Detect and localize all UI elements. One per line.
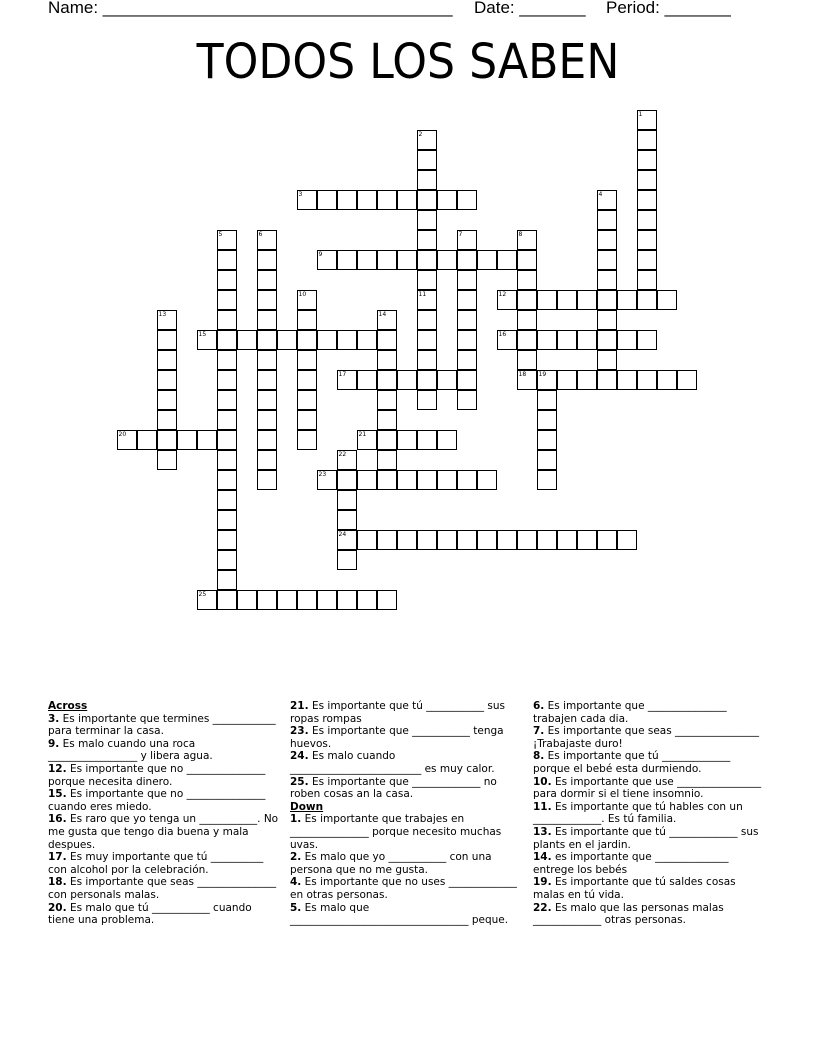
grid-cell[interactable] — [297, 370, 317, 390]
grid-cell[interactable] — [377, 330, 397, 350]
clue-number-label: 9. — [48, 737, 60, 750]
grid-cell[interactable] — [157, 390, 177, 410]
clue-number-label: 1. — [290, 813, 302, 826]
grid-cell[interactable] — [417, 330, 437, 350]
grid-cell[interactable] — [257, 430, 277, 450]
clue-number: 16 — [498, 330, 507, 338]
across-clue — [290, 750, 526, 775]
grid-cell[interactable] — [617, 330, 637, 350]
grid-cell[interactable] — [457, 310, 477, 330]
clue-number: 13 — [158, 310, 167, 318]
grid-cell[interactable] — [337, 510, 357, 530]
clue-number-label: 5. — [290, 901, 302, 914]
grid-cell[interactable] — [377, 350, 397, 370]
grid-cell[interactable] — [577, 530, 597, 550]
grid-cell[interactable] — [417, 230, 437, 250]
grid-cell[interactable] — [157, 350, 177, 370]
grid-cell[interactable] — [237, 590, 257, 610]
down-heading: Down — [290, 800, 324, 813]
grid-cell[interactable] — [217, 310, 237, 330]
grid-cell[interactable] — [217, 390, 237, 410]
clue-number: 1 — [638, 110, 643, 118]
grid-cell[interactable] — [557, 530, 577, 550]
grid-cell[interactable] — [257, 590, 277, 610]
grid-cell[interactable] — [377, 470, 397, 490]
grid-cell[interactable] — [217, 430, 237, 450]
clue-number: 3 — [298, 190, 303, 198]
clue-text: Es importante que tú ___________ sus ropas rompas — [290, 700, 505, 725]
down-clue — [533, 851, 765, 876]
grid-cell[interactable] — [657, 370, 677, 390]
grid-cell[interactable] — [457, 390, 477, 410]
grid-cell[interactable] — [337, 190, 357, 210]
clue-number: 8 — [518, 230, 523, 238]
clue-number-label: 24. — [290, 750, 309, 763]
clue-number: 21 — [358, 430, 367, 438]
grid-cell[interactable] — [397, 530, 417, 550]
grid-cell[interactable] — [677, 370, 697, 390]
grid-cell[interactable] — [417, 430, 437, 450]
grid-cell[interactable] — [337, 470, 357, 490]
clue-number-label: 17. — [48, 851, 67, 864]
grid-cell[interactable] — [637, 170, 657, 190]
grid-cell[interactable] — [217, 470, 237, 490]
clue-number: 6 — [258, 230, 263, 238]
grid-cell[interactable] — [317, 590, 337, 610]
grid-cell[interactable] — [257, 310, 277, 330]
grid-cell[interactable] — [597, 270, 617, 290]
clue-text: Es importante que use ________________ para dormir si el tiene insomnio. — [533, 775, 762, 801]
clue-number: 18 — [518, 370, 527, 378]
clue-text: Es importante que tú _____________ sus plants en el jardin. — [533, 825, 759, 851]
grid-cell[interactable] — [657, 290, 677, 310]
grid-cell[interactable] — [557, 290, 577, 310]
grid-cell[interactable] — [517, 530, 537, 550]
clue-number-label: 8. — [533, 750, 545, 763]
grid-cell[interactable] — [397, 250, 417, 270]
down-clue — [533, 826, 765, 851]
grid-cell[interactable] — [517, 290, 537, 310]
grid-cell[interactable] — [457, 290, 477, 310]
clue-number: 2 — [418, 130, 423, 138]
grid-cell[interactable] — [277, 590, 297, 610]
grid-cell[interactable] — [257, 330, 277, 350]
grid-cell[interactable] — [557, 370, 577, 390]
grid-cell[interactable] — [417, 350, 437, 370]
clue-number-label: 18. — [48, 876, 67, 889]
down-clue — [290, 876, 526, 901]
clue-number: 22 — [338, 450, 347, 458]
grid-cell[interactable] — [357, 250, 377, 270]
clue-text: Es importante que seas _______________ con personals malas. — [48, 876, 277, 901]
down-clue — [533, 750, 765, 775]
grid-cell[interactable] — [217, 370, 237, 390]
across-clue — [48, 902, 280, 927]
grid-cell[interactable] — [217, 450, 237, 470]
date-field-label: Date: _______ — [474, 0, 586, 17]
grid-cell[interactable] — [417, 250, 437, 270]
grid-cell[interactable] — [457, 370, 477, 390]
grid-cell[interactable] — [377, 530, 397, 550]
grid-cell[interactable] — [377, 390, 397, 410]
grid-cell[interactable] — [337, 490, 357, 510]
across-clue — [48, 788, 280, 813]
clue-number-label: 14. — [533, 851, 552, 864]
grid-cell[interactable] — [417, 210, 437, 230]
grid-cell[interactable] — [597, 290, 617, 310]
down-clue — [533, 902, 765, 927]
grid-cell[interactable] — [477, 250, 497, 270]
grid-cell[interactable] — [577, 330, 597, 350]
grid-cell[interactable] — [257, 350, 277, 370]
clue-number: 24 — [338, 530, 347, 538]
across-heading: Across — [48, 700, 88, 712]
clue-text: Es importante que ___________ tenga huevos. — [290, 725, 504, 750]
grid-cell[interactable] — [257, 270, 277, 290]
grid-cell[interactable] — [217, 570, 237, 590]
grid-cell[interactable] — [217, 350, 237, 370]
grid-cell[interactable] — [377, 590, 397, 610]
down-clue — [533, 801, 765, 826]
period-field-label: Period: _______ — [606, 0, 731, 17]
grid-cell[interactable] — [257, 450, 277, 470]
grid-cell[interactable] — [457, 190, 477, 210]
grid-cell[interactable] — [297, 350, 317, 370]
clues-column-3 — [533, 700, 765, 927]
clue-number-label: 25. — [290, 775, 309, 788]
grid-cell[interactable] — [217, 510, 237, 530]
grid-cell[interactable] — [377, 190, 397, 210]
clue-text: Es importante que tú saldes cosas malas en tú vida. — [533, 876, 736, 901]
down-clue — [290, 851, 526, 876]
grid-cell[interactable] — [517, 250, 537, 270]
grid-cell[interactable] — [437, 530, 457, 550]
grid-cell[interactable] — [637, 230, 657, 250]
grid-cell[interactable] — [517, 270, 537, 290]
grid-cell[interactable] — [537, 430, 557, 450]
grid-cell[interactable] — [257, 390, 277, 410]
grid-cell[interactable] — [437, 370, 457, 390]
grid-cell[interactable] — [217, 290, 237, 310]
clue-number-label: 6. — [533, 700, 545, 712]
clue-number-label: 11. — [533, 800, 552, 813]
grid-cell[interactable] — [357, 330, 377, 350]
across-clue — [48, 738, 280, 763]
grid-cell[interactable] — [217, 530, 237, 550]
clue-text: Es importante que termines ____________ para terminar la casa. — [48, 712, 276, 738]
grid-cell[interactable] — [617, 530, 637, 550]
grid-cell[interactable] — [357, 590, 377, 610]
grid-cell[interactable] — [637, 190, 657, 210]
grid-cell[interactable] — [517, 350, 537, 370]
page-title: TODOS LOS SABEN — [196, 34, 620, 90]
grid-cell[interactable] — [397, 470, 417, 490]
grid-cell[interactable] — [617, 290, 637, 310]
grid-cell[interactable] — [237, 330, 257, 350]
clue-text: Es importante que tú _____________ porque el bebé esta durmiendo. — [533, 750, 731, 775]
grid-cell[interactable] — [537, 410, 557, 430]
clue-text: Es malo que __________________________________ peque. — [290, 901, 509, 927]
clue-number: 11 — [418, 290, 427, 298]
grid-cell[interactable] — [257, 370, 277, 390]
clue-number-label: 12. — [48, 762, 67, 775]
across-clue — [48, 713, 280, 738]
grid-cell[interactable] — [417, 530, 437, 550]
grid-cell[interactable] — [337, 590, 357, 610]
clue-number-label: 2. — [290, 851, 302, 864]
grid-cell[interactable] — [517, 310, 537, 330]
grid-cell[interactable] — [417, 270, 437, 290]
grid-cell[interactable] — [217, 590, 237, 610]
clue-text: Es importante que no uses _____________ en otras personas. — [290, 876, 517, 901]
clue-text: Es importante que seas ________________ ¡Trabajaste duro! — [533, 725, 760, 750]
clue-number-label: 21. — [290, 700, 309, 712]
clues-column-2 — [290, 700, 526, 927]
clue-number-label: 23. — [290, 725, 309, 738]
grid-cell[interactable] — [597, 250, 617, 270]
clue-number: 20 — [118, 430, 127, 438]
grid-cell[interactable] — [217, 250, 237, 270]
grid-cell[interactable] — [137, 430, 157, 450]
clue-text: Es malo que yo ___________ con una persona que no me gusta. — [290, 851, 492, 876]
down-clue — [533, 700, 765, 725]
grid-cell[interactable] — [297, 390, 317, 410]
clue-text: Es muy importante que tú __________ con alcohol por la celebración. — [48, 851, 264, 876]
grid-cell[interactable] — [257, 290, 277, 310]
grid-cell[interactable] — [257, 470, 277, 490]
grid-cell[interactable] — [597, 370, 617, 390]
grid-cell[interactable] — [417, 470, 437, 490]
grid-cell[interactable] — [157, 450, 177, 470]
grid-cell[interactable] — [437, 470, 457, 490]
clue-number: 14 — [378, 310, 387, 318]
grid-cell[interactable] — [317, 190, 337, 210]
grid-cell[interactable] — [597, 530, 617, 550]
grid-cell[interactable] — [297, 410, 317, 430]
clue-number: 10 — [298, 290, 307, 298]
grid-cell[interactable] — [417, 190, 437, 210]
grid-cell[interactable] — [417, 170, 437, 190]
grid-cell[interactable] — [357, 370, 377, 390]
clue-text: Es malo que tú ___________ cuando tiene una problema. — [48, 901, 252, 927]
grid-cell[interactable] — [597, 310, 617, 330]
grid-cell[interactable] — [357, 530, 377, 550]
grid-cell[interactable] — [257, 250, 277, 270]
clue-number: 19 — [538, 370, 547, 378]
clue-number: 4 — [598, 190, 603, 198]
grid-cell[interactable] — [497, 250, 517, 270]
grid-cell[interactable] — [397, 370, 417, 390]
grid-cell[interactable] — [157, 330, 177, 350]
grid-cell[interactable] — [377, 370, 397, 390]
grid-cell[interactable] — [217, 410, 237, 430]
grid-cell[interactable] — [317, 330, 337, 350]
grid-cell[interactable] — [577, 290, 597, 310]
grid-cell[interactable] — [457, 330, 477, 350]
clue-text: es importante que ______________ entrege los bebés — [533, 851, 729, 876]
clue-number: 7 — [458, 230, 463, 238]
grid-cell[interactable] — [177, 430, 197, 450]
clue-number-label: 10. — [533, 775, 552, 788]
grid-cell[interactable] — [357, 190, 377, 210]
grid-cell[interactable] — [217, 490, 237, 510]
clues-column-1 — [48, 700, 280, 927]
grid-cell[interactable] — [497, 530, 517, 550]
grid-cell[interactable] — [277, 330, 297, 350]
grid-cell[interactable] — [577, 370, 597, 390]
grid-cell[interactable] — [337, 330, 357, 350]
grid-cell[interactable] — [617, 370, 637, 390]
across-clue — [290, 725, 526, 750]
grid-cell[interactable] — [377, 410, 397, 430]
grid-cell[interactable] — [377, 430, 397, 450]
clue-text: Es importante que no _______________ cuando eres miedo. — [48, 788, 266, 813]
clue-text: Es importante que _____________ no roben cosas an la casa. — [290, 775, 497, 801]
grid-cell[interactable] — [337, 550, 357, 570]
clue-number-label: 19. — [533, 876, 552, 889]
grid-cell[interactable] — [637, 250, 657, 270]
grid-cell[interactable] — [297, 330, 317, 350]
grid-cell[interactable] — [537, 330, 557, 350]
grid-cell[interactable] — [457, 470, 477, 490]
grid-cell[interactable] — [537, 290, 557, 310]
grid-cell[interactable] — [417, 390, 437, 410]
grid-cell[interactable] — [417, 370, 437, 390]
clue-number: 15 — [198, 330, 207, 338]
across-clue — [48, 813, 280, 851]
grid-cell[interactable] — [257, 410, 277, 430]
grid-cell[interactable] — [457, 350, 477, 370]
grid-cell[interactable] — [297, 430, 317, 450]
across-clue — [48, 876, 280, 901]
grid-cell[interactable] — [517, 330, 537, 350]
grid-cell[interactable] — [157, 410, 177, 430]
clue-number: 25 — [198, 590, 207, 598]
grid-cell[interactable] — [457, 270, 477, 290]
down-clue — [533, 776, 765, 801]
grid-cell[interactable] — [477, 530, 497, 550]
grid-cell[interactable] — [217, 550, 237, 570]
grid-cell[interactable] — [217, 270, 237, 290]
grid-cell[interactable] — [537, 530, 557, 550]
grid-cell[interactable] — [637, 290, 657, 310]
clue-number: 12 — [498, 290, 507, 298]
clue-number: 17 — [338, 370, 347, 378]
grid-cell[interactable] — [437, 250, 457, 270]
clue-number-label: 7. — [533, 725, 545, 738]
grid-cell[interactable] — [417, 150, 437, 170]
grid-cell[interactable] — [637, 270, 657, 290]
grid-cell[interactable] — [157, 370, 177, 390]
grid-cell[interactable] — [637, 130, 657, 150]
clue-number-label: 20. — [48, 901, 67, 914]
grid-cell[interactable] — [637, 370, 657, 390]
clue-number-label: 15. — [48, 788, 67, 801]
grid-cell[interactable] — [457, 530, 477, 550]
down-clue — [533, 876, 765, 901]
grid-cell[interactable] — [597, 210, 617, 230]
grid-cell[interactable] — [457, 250, 477, 270]
grid-cell[interactable] — [637, 150, 657, 170]
grid-cell[interactable] — [597, 350, 617, 370]
grid-cell[interactable] — [397, 430, 417, 450]
clue-text: Es raro que yo tenga un ___________. No me gusta que tengo dia buena y mala despues. — [48, 813, 279, 851]
grid-cell[interactable] — [377, 250, 397, 270]
clue-number-label: 22. — [533, 901, 552, 914]
down-clue — [533, 725, 765, 750]
grid-cell[interactable] — [217, 330, 237, 350]
clue-number-label: 13. — [533, 825, 552, 838]
clue-number-label: 16. — [48, 813, 67, 826]
across-clue — [290, 700, 526, 725]
grid-cell[interactable] — [297, 590, 317, 610]
grid-cell[interactable] — [597, 330, 617, 350]
grid-cell[interactable] — [397, 190, 417, 210]
clue-text: Es malo que las personas malas _____________ otras personas. — [533, 901, 724, 927]
grid-cell[interactable] — [637, 210, 657, 230]
grid-cell[interactable] — [417, 310, 437, 330]
name-field-label: Name: _____________________________________ — [48, 0, 453, 17]
down-clue — [290, 902, 526, 927]
grid-cell[interactable] — [637, 330, 657, 350]
grid-cell[interactable] — [477, 470, 497, 490]
grid-cell[interactable] — [537, 470, 557, 490]
grid-cell[interactable] — [437, 190, 457, 210]
clue-text: Es importante que trabajes en _______________ porque necesito muchas uvas. — [290, 813, 502, 851]
clue-number-label: 3. — [48, 712, 60, 725]
grid-cell[interactable] — [537, 390, 557, 410]
clue-number: 5 — [218, 230, 223, 238]
clue-number-label: 4. — [290, 876, 302, 889]
clue-text: Es importante que no _______________ porque necesita dinero. — [48, 762, 266, 788]
across-clue — [48, 851, 280, 876]
grid-cell[interactable] — [297, 310, 317, 330]
clue-text: Es importante que _______________ trabajen cada dia. — [533, 700, 727, 725]
grid-cell[interactable] — [357, 470, 377, 490]
down-clue — [290, 813, 526, 851]
clue-number: 23 — [318, 470, 327, 478]
grid-cell[interactable] — [337, 250, 357, 270]
clue-text: Es importante que tú hables con un _____________. Es tú familia. — [533, 800, 743, 826]
grid-cell[interactable] — [197, 430, 217, 450]
grid-cell[interactable] — [597, 230, 617, 250]
clue-text: Es malo cuando _________________________ es muy calor. — [290, 750, 495, 775]
grid-cell[interactable] — [437, 430, 457, 450]
across-clue — [290, 776, 526, 801]
grid-cell[interactable] — [537, 450, 557, 470]
clue-text: Es malo cuando una roca _________________ y libera agua. — [48, 737, 213, 763]
grid-cell[interactable] — [377, 450, 397, 470]
clue-number: 9 — [318, 250, 323, 258]
grid-cell[interactable] — [157, 430, 177, 450]
across-clue — [48, 763, 280, 788]
grid-cell[interactable] — [557, 330, 577, 350]
